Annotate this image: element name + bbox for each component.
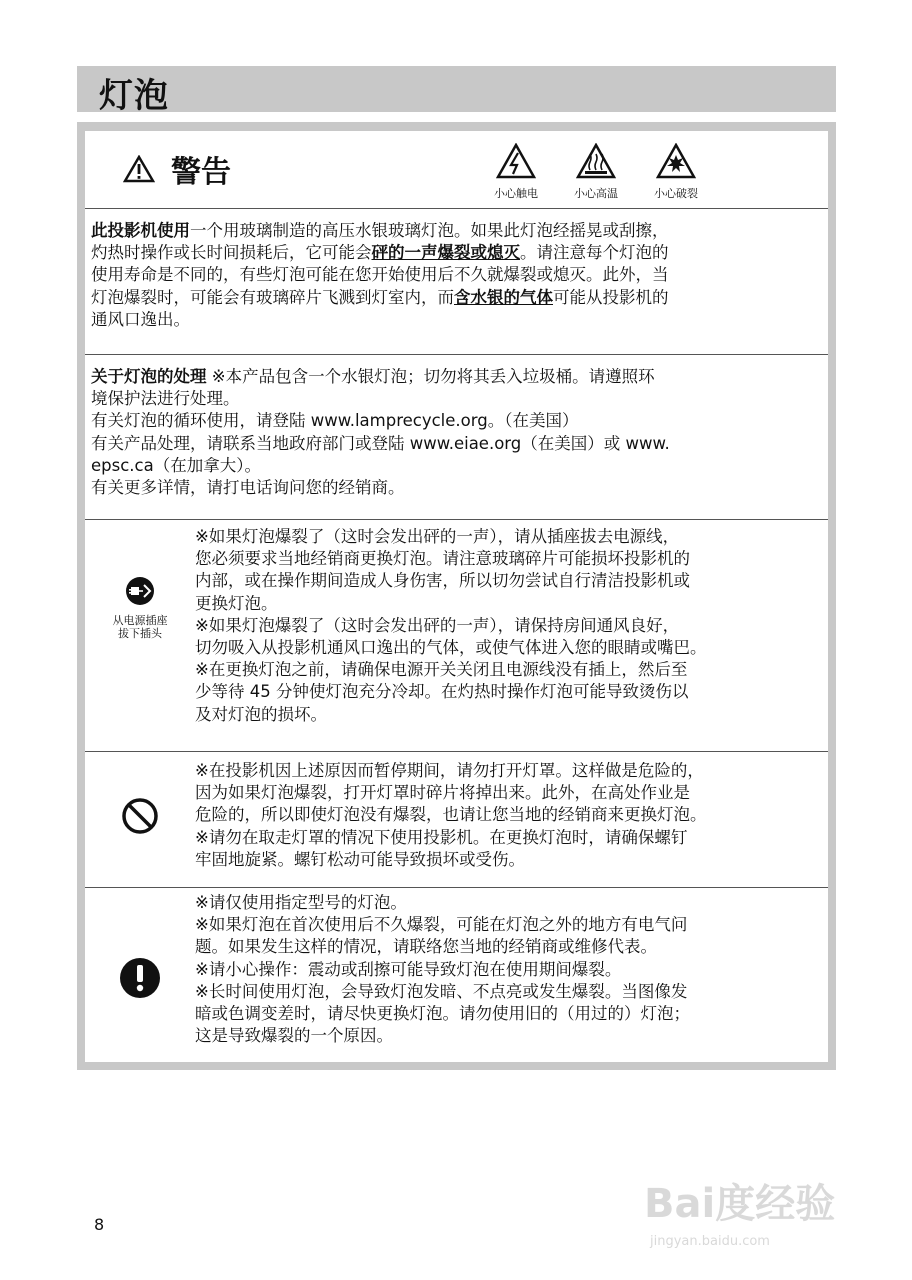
intro-bold-lead: 此投影机使用 xyxy=(91,221,190,240)
disposal-text: ※本产品包含一个水银灯泡；切勿将其丢入垃圾桶。请遵照环 xyxy=(206,367,655,386)
unplug-line: 切勿吸入从投影机通风口逸出的气体，或使气体进入您的眼睛或嘴巴。 xyxy=(195,638,707,658)
disposal-text: 境保护法进行处理。 xyxy=(91,389,240,409)
disposal-paragraph xyxy=(91,366,670,499)
intro-section xyxy=(85,209,828,355)
unplug-caption-2: 拔下插头 xyxy=(118,627,162,640)
intro-text: 一个用玻璃制造的高压水银玻璃灯泡。如果此灯泡经摇晃或刮擦， xyxy=(190,221,669,240)
unplug-line: ※如果灯泡爆裂了（这时会发出砰的一声），请从插座拔去电源线， xyxy=(195,527,680,546)
prohibit-line: 危险的，所以即使灯泡没有爆裂，也请让您当地的经销商来更换灯泡。 xyxy=(195,805,707,825)
disposal-text: 有关灯泡的循环使用，请登陆 www.lamprecycle.org。（在美国） xyxy=(91,411,579,431)
mandatory-section xyxy=(85,888,828,1062)
section-title-bar xyxy=(77,66,836,116)
electric-shock-icon xyxy=(496,143,536,179)
unplug-caption-1: 从电源插座 xyxy=(112,614,168,627)
mandatory-line: ※长时间使用灯泡，会导致灯泡发暗、不点亮或发生爆裂。当图像发 xyxy=(195,981,688,1001)
warning-box xyxy=(85,131,828,1062)
unplug-section xyxy=(85,520,828,752)
watermark-brand: Bai度经验 xyxy=(644,1181,836,1227)
intro-text: 灼热时操作或长时间损耗后，它可能会 xyxy=(91,243,372,263)
intro-emphasis: 含水银的气体 xyxy=(454,287,553,307)
unplug-line: 少等待 45 分钟使灯泡充分冷却。在灼热时操作灯泡可能导致烫伤以 xyxy=(195,682,689,702)
hazard-label: 小心高温 xyxy=(574,187,618,200)
hot-surface-icon xyxy=(576,143,616,179)
prohibition-icon xyxy=(120,796,160,836)
intro-paragraph xyxy=(91,220,669,331)
unplug-icon xyxy=(125,576,155,606)
prohibit-line: 因为如果灯泡爆裂，打开灯罩时碎片将掉出来。此外，在高处作业是 xyxy=(195,783,690,803)
unplug-line: 及对灯泡的损坏。 xyxy=(195,704,327,724)
explosion-icon xyxy=(656,143,696,179)
hazard-explosion xyxy=(641,143,711,201)
disposal-section xyxy=(85,355,828,520)
unplug-line: ※在更换灯泡之前，请确保电源开关关闭且电源线没有插上，然后至 xyxy=(195,660,688,680)
baidu-watermark xyxy=(640,1152,860,1252)
mandatory-line: 暗或色调变差时，请尽快更换灯泡。请勿使用旧的（用过的）灯泡； xyxy=(195,1004,690,1024)
intro-text: 通风口逸出。 xyxy=(91,309,190,329)
unplug-line: 您必须要求当地经销商更换灯泡。请注意玻璃碎片可能损坏投影机的 xyxy=(195,549,690,569)
warning-frame xyxy=(77,122,836,1070)
unplug-line: 内部，或在操作期间造成人身伤害，所以切勿尝试自行清洁投影机或 xyxy=(195,571,690,591)
mandatory-line: ※请小心操作：震动或刮擦可能导致灯泡在使用期间爆裂。 xyxy=(195,959,622,979)
hazard-electric xyxy=(481,143,551,201)
prohibit-line: ※请勿在取走灯罩的情况下使用投影机。在更换灯泡时，请确保螺钉 xyxy=(195,827,688,847)
mandatory-line: ※如果灯泡在首次使用后不久爆裂，可能在灯泡之外的地方有电气问 xyxy=(195,915,688,935)
unplug-line: ※如果灯泡爆裂了（这时会发出砰的一声），请保持房间通风良好， xyxy=(195,615,680,635)
mandatory-text xyxy=(195,892,690,1047)
disposal-text: epsc.ca（在加拿大）。 xyxy=(91,455,261,475)
mandatory-action-icon xyxy=(118,956,162,1000)
disposal-text: 有关更多详情，请打电话询问您的经销商。 xyxy=(91,478,405,498)
mandatory-line: 题。如果发生这样的情况，请联络您当地的经销商或维修代表。 xyxy=(195,937,657,957)
mandatory-line: ※请仅使用指定型号的灯泡。 xyxy=(195,893,407,912)
intro-text: 。请注意每个灯泡的 xyxy=(520,243,669,263)
page-title: 灯泡 xyxy=(99,76,169,116)
disposal-label: 关于灯泡的处理 xyxy=(91,367,207,386)
unplug-line: 更换灯泡。 xyxy=(195,593,278,613)
hazard-hot xyxy=(561,143,631,201)
unplug-icon-group xyxy=(95,576,185,640)
disposal-text: 有关产品处理，请联系当地政府部门或登陆 www.eiae.org（在美国）或 www. xyxy=(91,433,670,453)
intro-text: 使用寿命是不同的，有些灯泡可能在您开始使用后不久就爆裂或熄灭。此外，当 xyxy=(91,265,669,285)
prohibit-section xyxy=(85,752,828,888)
warning-heading: 警告 xyxy=(171,155,231,190)
watermark-url: jingyan.baidu.com xyxy=(650,1234,770,1249)
intro-emphasis: 砰的一声爆裂或熄灭 xyxy=(371,243,520,263)
prohibit-icon-group xyxy=(95,796,185,840)
unplug-text xyxy=(195,526,707,726)
mandatory-icon-group xyxy=(95,956,185,1004)
intro-text: 可能从投影机的 xyxy=(553,287,669,307)
prohibit-line: 牢固地旋紧。螺钉松动可能导致损坏或受伤。 xyxy=(195,849,525,869)
mandatory-line: 这是导致爆裂的一个原因。 xyxy=(195,1026,393,1046)
prohibit-text xyxy=(195,760,707,871)
page-number: 8 xyxy=(94,1215,105,1234)
hazard-label: 小心破裂 xyxy=(654,187,698,200)
warning-header xyxy=(85,131,828,209)
prohibit-line: ※在投影机因上述原因而暂停期间，请勿打开灯罩。这样做是危险的， xyxy=(195,761,704,780)
warning-triangle-icon xyxy=(123,155,155,183)
hazard-label: 小心触电 xyxy=(494,187,538,200)
intro-text: 灯泡爆裂时，可能会有玻璃碎片飞溅到灯室内，而 xyxy=(91,287,454,307)
